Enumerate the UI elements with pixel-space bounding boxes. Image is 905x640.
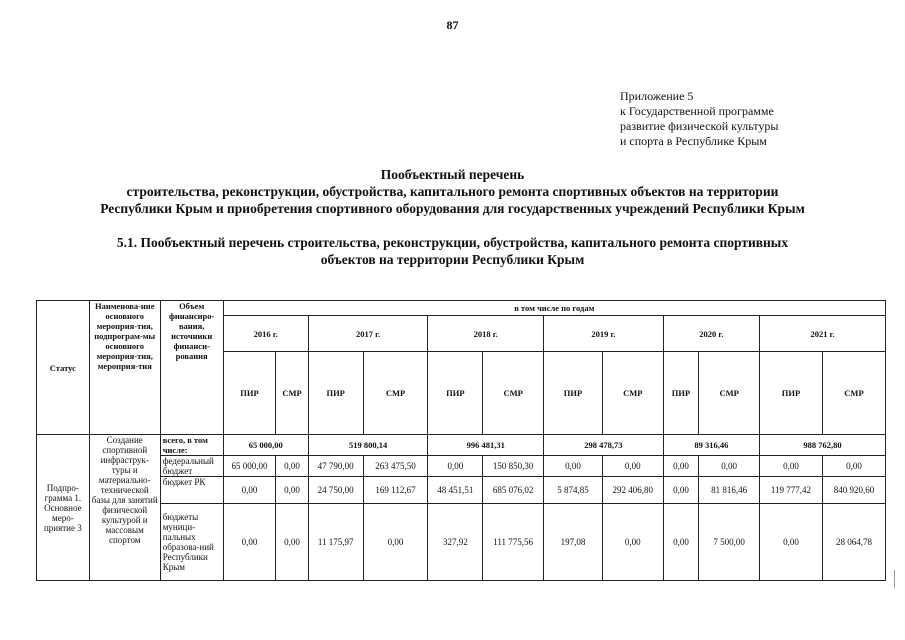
value-cell: 47 790,00 bbox=[308, 456, 363, 477]
value-cell: 0,00 bbox=[276, 504, 308, 581]
financing-table bbox=[36, 300, 886, 581]
header-smr: СМР bbox=[822, 352, 885, 435]
value-cell: 0,00 bbox=[699, 456, 760, 477]
header-pir: ПИР bbox=[223, 352, 276, 435]
header-pir: ПИР bbox=[308, 352, 363, 435]
appendix-line: и спорта в Республике Крым bbox=[620, 134, 767, 148]
value-cell: 327,92 bbox=[428, 504, 483, 581]
value-cell: 0,00 bbox=[223, 504, 276, 581]
value-cell: 119 777,42 bbox=[760, 477, 823, 504]
header-year: 2019 г. bbox=[544, 316, 664, 352]
value-cell: 81 816,46 bbox=[699, 477, 760, 504]
value-cell: 24 750,00 bbox=[308, 477, 363, 504]
value-cell: 150 850,30 bbox=[483, 456, 544, 477]
value-cell: 292 406,80 bbox=[602, 477, 663, 504]
title-line: Пообъектный перечень bbox=[380, 167, 525, 182]
value-cell: 0,00 bbox=[363, 504, 428, 581]
value-cell: 0,00 bbox=[760, 504, 823, 581]
value-cell: 0,00 bbox=[663, 477, 698, 504]
document-title bbox=[0, 166, 905, 217]
title-line: строительства, реконструкции, обустройства, капитального ремонта спортивных объектов на территории bbox=[126, 184, 779, 199]
status-cell: Подпро-грамма 1. Основное меро-приятие 3 bbox=[37, 435, 90, 581]
header-name: Наименова-ние основного мероприя-тия, подпрограм-мы основного мероприя-тия, мероприя-тия bbox=[89, 301, 160, 435]
value-cell: 65 000,00 bbox=[223, 456, 276, 477]
header-pir: ПИР bbox=[428, 352, 483, 435]
year-total: 65 000,00 bbox=[223, 435, 308, 456]
header-year: 2018 г. bbox=[428, 316, 544, 352]
title-line: Республики Крым и приобретения спортивного оборудования для государственных учреждений Республики Крым bbox=[100, 201, 805, 216]
appendix-line: к Государственной программе bbox=[620, 104, 774, 118]
value-cell: 111 775,56 bbox=[483, 504, 544, 581]
year-total: 89 316,46 bbox=[663, 435, 759, 456]
value-cell: 263 475,50 bbox=[363, 456, 428, 477]
value-cell: 7 500,00 bbox=[699, 504, 760, 581]
measure-name-cell: Создание спортивной инфраструк-туры и материально-технической базы для занятий физической культурой и массовым спортом bbox=[89, 435, 160, 581]
header-smr: СМР bbox=[602, 352, 663, 435]
scan-artifact bbox=[894, 570, 899, 588]
value-cell: 0,00 bbox=[760, 456, 823, 477]
value-cell: 685 076,02 bbox=[483, 477, 544, 504]
value-cell: 0,00 bbox=[663, 456, 698, 477]
value-cell: 0,00 bbox=[428, 456, 483, 477]
source-label: всего, в том числе: bbox=[160, 435, 223, 456]
header-year: 2017 г. bbox=[308, 316, 428, 352]
source-label: бюджеты муници-пальных образова-ний Республики Крым bbox=[160, 504, 223, 581]
header-year: 2020 г. bbox=[663, 316, 759, 352]
header-pir: ПИР bbox=[663, 352, 698, 435]
source-label: бюджет РК bbox=[160, 477, 223, 504]
header-smr: СМР bbox=[483, 352, 544, 435]
value-cell: 840 920,60 bbox=[822, 477, 885, 504]
header-status: Статус bbox=[37, 301, 90, 435]
appendix-note bbox=[620, 89, 778, 149]
value-cell: 0,00 bbox=[663, 504, 698, 581]
header-smr: СМР bbox=[276, 352, 308, 435]
section-title-line: 5.1. Пообъектный перечень строительства, реконструкции, обустройства, капитального ремонта спортивных bbox=[116, 235, 789, 250]
value-cell: 5 874,85 bbox=[544, 477, 603, 504]
header-smr: СМР bbox=[363, 352, 428, 435]
value-cell: 169 112,67 bbox=[363, 477, 428, 504]
header-year: 2021 г. bbox=[760, 316, 886, 352]
year-total: 996 481,31 bbox=[428, 435, 544, 456]
header-year: 2016 г. bbox=[223, 316, 308, 352]
section-title bbox=[0, 234, 905, 268]
appendix-line: развитие физической культуры bbox=[620, 119, 779, 133]
source-label: федеральный бюджет bbox=[160, 456, 223, 477]
value-cell: 48 451,51 bbox=[428, 477, 483, 504]
value-cell: 28 064,78 bbox=[822, 504, 885, 581]
value-cell: 0,00 bbox=[544, 456, 603, 477]
header-pir: ПИР bbox=[544, 352, 603, 435]
value-cell: 0,00 bbox=[276, 477, 308, 504]
year-total: 988 762,80 bbox=[760, 435, 886, 456]
value-cell: 0,00 bbox=[223, 477, 276, 504]
value-cell: 0,00 bbox=[602, 456, 663, 477]
header-smr: СМР bbox=[699, 352, 760, 435]
year-total: 519 800,14 bbox=[308, 435, 428, 456]
section-title-line: объектов на территории Республики Крым bbox=[320, 252, 585, 267]
value-cell: 11 175,97 bbox=[308, 504, 363, 581]
value-cell: 197,08 bbox=[544, 504, 603, 581]
appendix-line: Приложение 5 bbox=[620, 89, 694, 103]
header-by-years: в том числе по годам bbox=[223, 301, 885, 316]
page-number: 87 bbox=[446, 18, 459, 32]
value-cell: 0,00 bbox=[276, 456, 308, 477]
header-volume: Объем финансиро-вания, источники финанси-рования bbox=[160, 301, 223, 435]
header-pir: ПИР bbox=[760, 352, 823, 435]
value-cell: 0,00 bbox=[822, 456, 885, 477]
value-cell: 0,00 bbox=[602, 504, 663, 581]
year-total: 298 478,73 bbox=[544, 435, 664, 456]
